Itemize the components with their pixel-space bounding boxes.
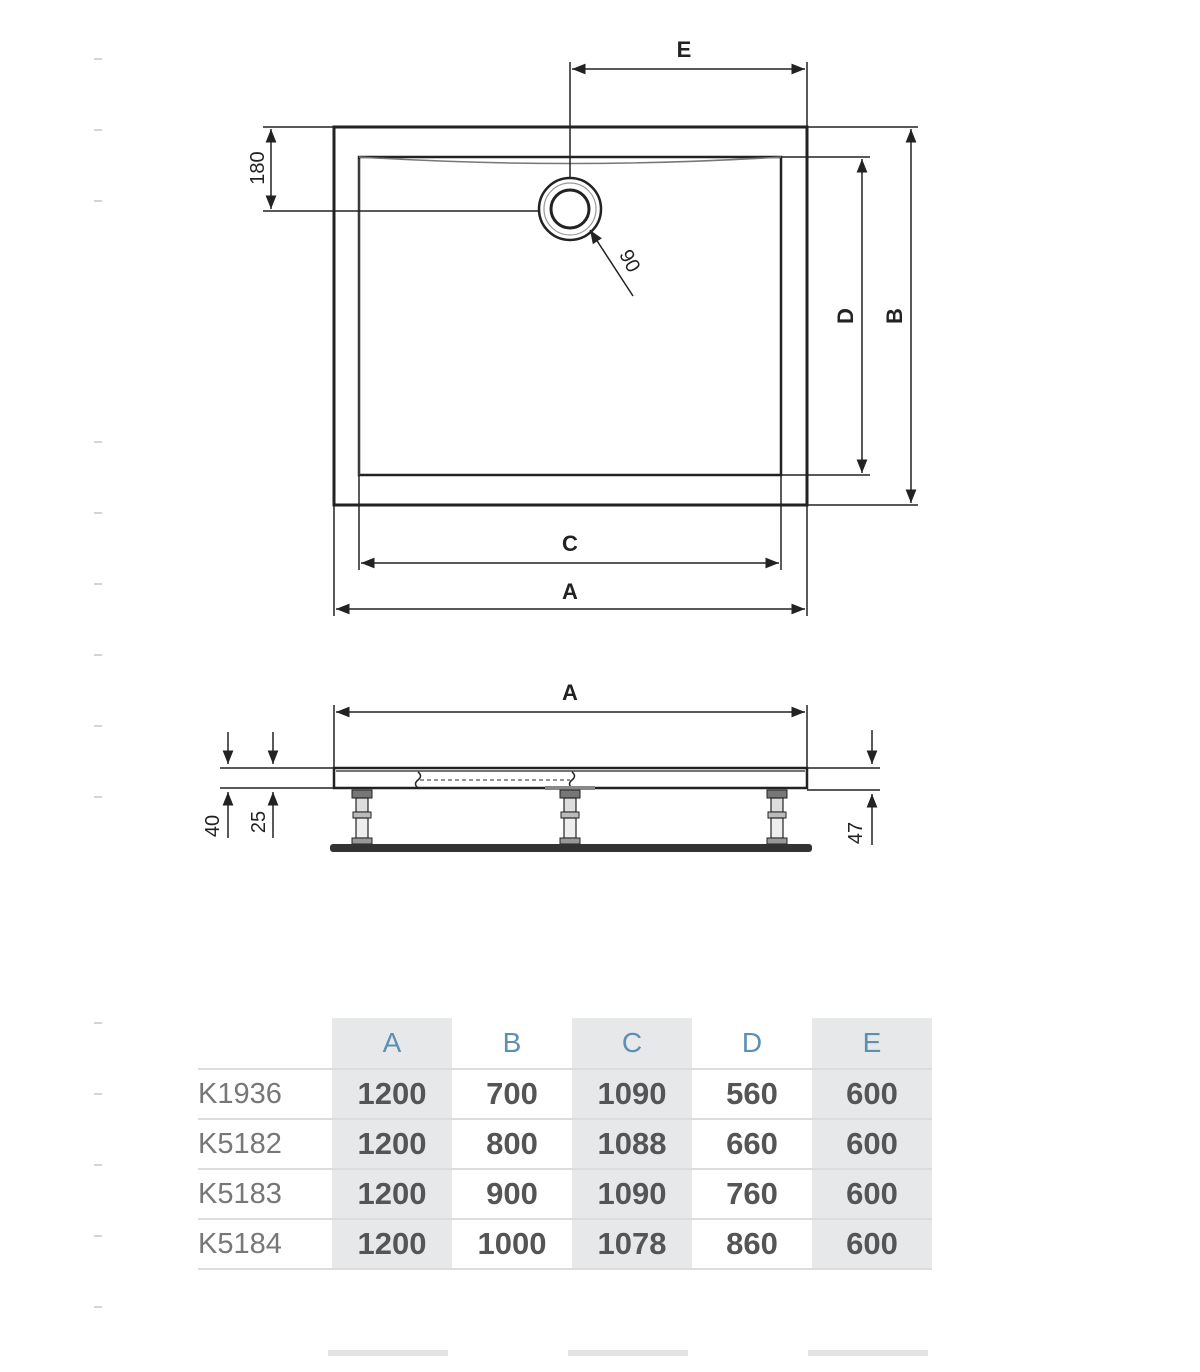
value-c: 1088: [572, 1119, 692, 1169]
value-b: 700: [452, 1069, 572, 1119]
dim-d-label: D: [833, 308, 858, 324]
margin-tick: [94, 796, 102, 798]
value-c: 1090: [572, 1169, 692, 1219]
header-c: C: [572, 1018, 692, 1069]
value-d: 760: [692, 1169, 812, 1219]
margin-tick: [94, 654, 102, 656]
dimension-table-container: [198, 1018, 932, 1270]
table-row: [198, 1069, 932, 1119]
dimension-table: [198, 1018, 932, 1270]
value-a: 1200: [332, 1169, 452, 1219]
dim-40-label: 40: [202, 814, 224, 838]
dim-a-top-label: A: [562, 579, 578, 604]
header-a: A: [332, 1018, 452, 1069]
model-code: K5182: [198, 1119, 332, 1169]
margin-tick: [94, 1022, 102, 1024]
dim-c-label: C: [562, 531, 578, 556]
value-e: 600: [812, 1169, 932, 1219]
table-row: [198, 1119, 932, 1169]
dim-47-label: 47: [845, 821, 867, 845]
floor-base: [330, 844, 812, 852]
margin-tick: [94, 200, 102, 202]
margin-tick: [94, 441, 102, 443]
margin-tick: [94, 1235, 102, 1237]
value-a: 1200: [332, 1069, 452, 1119]
bottom-bar: [568, 1350, 688, 1356]
value-d: 560: [692, 1069, 812, 1119]
table-row: [198, 1219, 932, 1269]
value-c: 1090: [572, 1069, 692, 1119]
header-e: E: [812, 1018, 932, 1069]
margin-tick: [94, 1093, 102, 1095]
dim-180-label: 180: [247, 151, 269, 185]
margin-tick: [94, 583, 102, 585]
margin-tick: [94, 1306, 102, 1308]
dim-25-label: 25: [248, 810, 270, 834]
value-a: 1200: [332, 1219, 452, 1269]
margin-tick: [94, 129, 102, 131]
value-a: 1200: [332, 1119, 452, 1169]
support-leg-left: [352, 790, 372, 844]
margin-tick: [94, 1164, 102, 1166]
dim-a-side-label: A: [562, 680, 578, 705]
value-d: 860: [692, 1219, 812, 1269]
model-code: K5183: [198, 1169, 332, 1219]
bottom-bar: [328, 1350, 448, 1356]
side-view: [202, 680, 880, 852]
support-leg-center: [560, 790, 580, 844]
value-d: 660: [692, 1119, 812, 1169]
value-e: 600: [812, 1219, 932, 1269]
drain-icon: [539, 178, 601, 240]
value-e: 600: [812, 1069, 932, 1119]
value-c: 1078: [572, 1219, 692, 1269]
header-d: D: [692, 1018, 812, 1069]
header-b: B: [452, 1018, 572, 1069]
margin-tick: [94, 58, 102, 60]
dim-b-label: B: [882, 308, 907, 324]
value-b: 800: [452, 1119, 572, 1169]
value-b: 1000: [452, 1219, 572, 1269]
margin-tick: [94, 725, 102, 727]
table-header-row: [198, 1018, 932, 1069]
value-e: 600: [812, 1119, 932, 1169]
model-code: K1936: [198, 1069, 332, 1119]
header-model: [198, 1018, 332, 1069]
model-code: K5184: [198, 1219, 332, 1269]
dim-e-label: E: [676, 37, 692, 62]
support-leg-right: [767, 790, 787, 844]
top-view: [247, 37, 918, 616]
value-b: 900: [452, 1169, 572, 1219]
bottom-bar: [808, 1350, 928, 1356]
table-row: [198, 1169, 932, 1219]
margin-tick: [94, 512, 102, 514]
dim-90-label: 90: [614, 246, 645, 277]
